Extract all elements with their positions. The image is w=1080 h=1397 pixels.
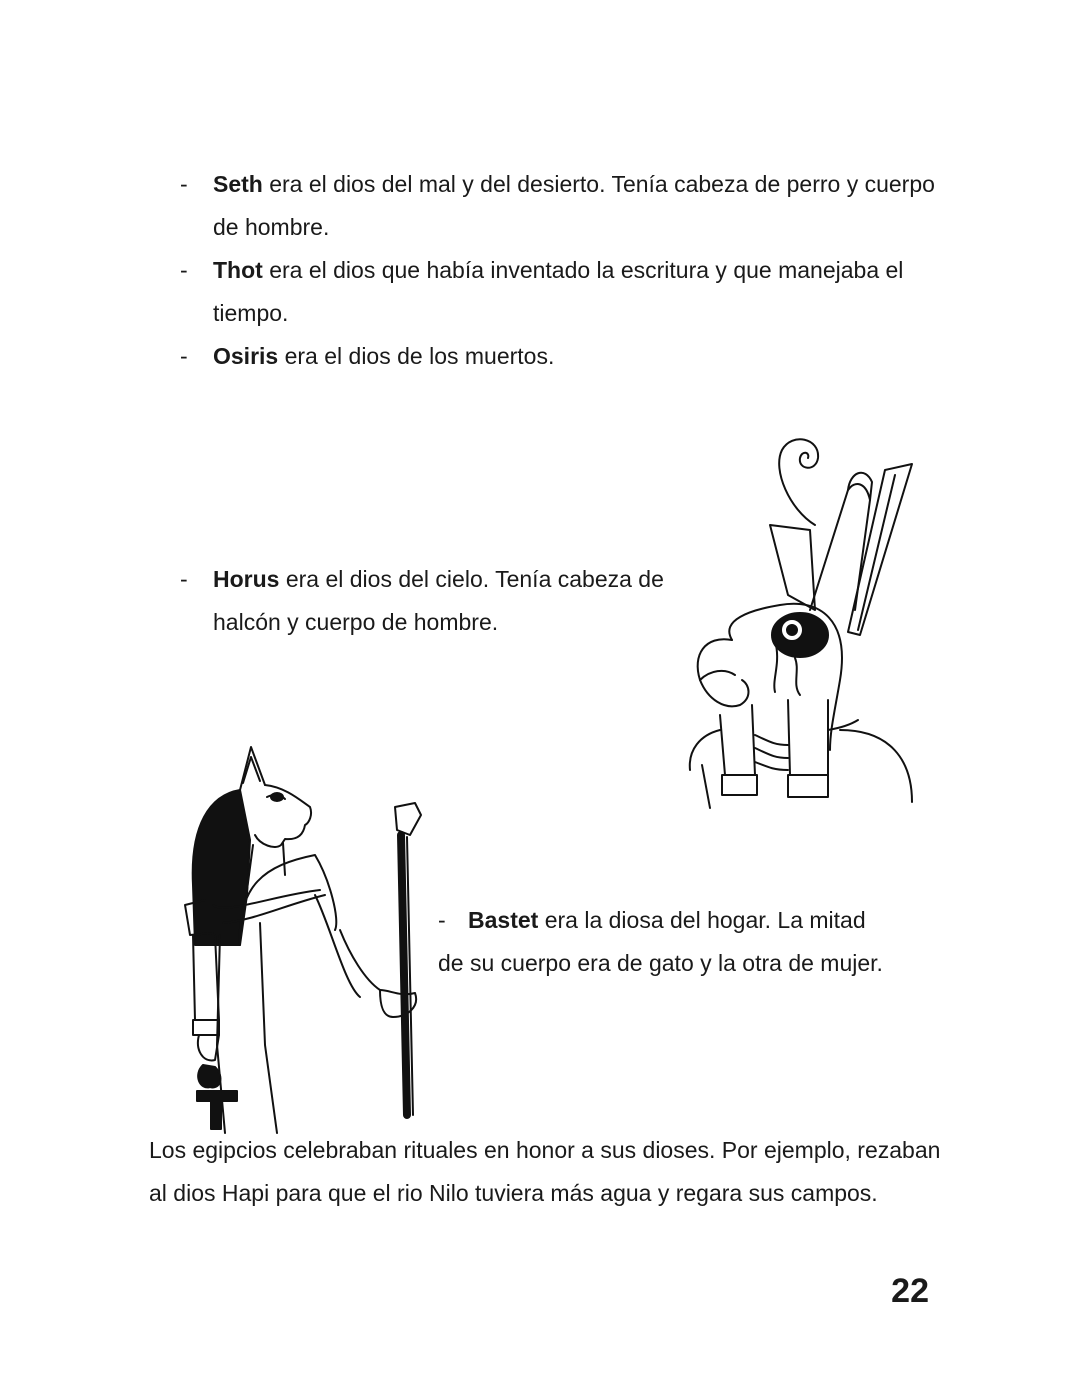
osiris-name: Osiris — [213, 343, 279, 369]
osiris-paragraph — [213, 335, 943, 378]
seth-text: era el dios del mal y del desierto. Tenía cabeza de perro y cuerpo de hombre. — [213, 171, 935, 240]
thot-text: era el dios que había inventado la escritura y que manejaba el tiempo. — [213, 257, 904, 326]
horus-paragraph — [213, 558, 683, 644]
thot-name: Thot — [213, 257, 263, 283]
bastet-line-1 — [438, 899, 958, 942]
seth-name: Seth — [213, 171, 263, 197]
bastet-text-1: era la diosa del hogar. La mitad — [538, 907, 866, 933]
horus-illustration — [680, 430, 925, 815]
osiris-text: era el dios de los muertos. — [278, 343, 555, 369]
bullet-dash: - — [180, 171, 188, 197]
bullet-dash: - — [180, 343, 188, 369]
bastet-name: Bastet — [468, 907, 539, 933]
closing-paragraph: Los egipcios celebraban rituales en honor a sus dioses. Por ejemplo, rezaban al dios Hapi para que el rio Nilo tuviera más agua y regara sus campos. — [149, 1137, 941, 1206]
bullet-dash: - — [180, 566, 188, 592]
bastet-illustration — [185, 745, 435, 1135]
page-number: 22 — [891, 1272, 929, 1310]
horus-text: era el dios del cielo. Tenía cabeza de halcón y cuerpo de hombre. — [213, 566, 664, 635]
thot-paragraph — [213, 249, 943, 335]
horus-name: Horus — [213, 566, 280, 592]
bullet-dash: - — [180, 257, 188, 283]
bastet-paragraph — [438, 899, 958, 985]
seth-paragraph — [213, 163, 943, 249]
bastet-text-2: de su cuerpo era de gato y la otra de mujer. — [438, 950, 883, 976]
bullet-dash: - — [438, 907, 446, 933]
